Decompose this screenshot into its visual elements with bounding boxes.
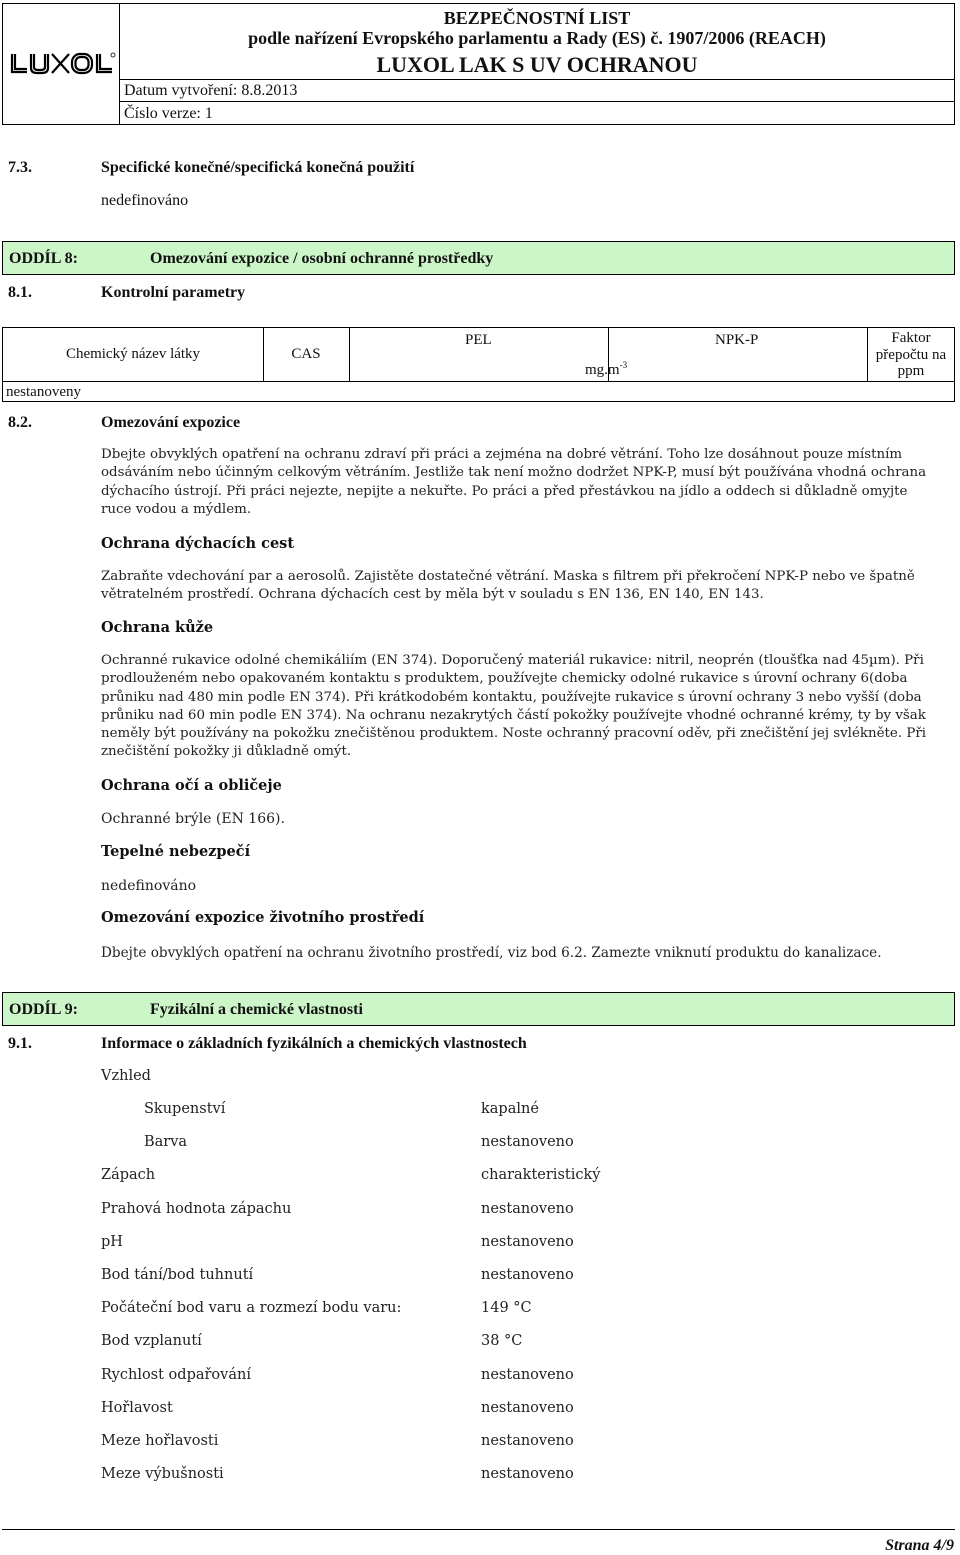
respiratory-protection-heading: Ochrana dýchacích cest xyxy=(101,535,295,552)
product-name: LUXOL LAK S UV OCHRANOU xyxy=(376,52,698,77)
thermal-hazard-text: nedefinováno xyxy=(101,878,197,894)
document-header xyxy=(2,3,955,125)
section-8-bar xyxy=(2,241,955,275)
section-9-1-title: Informace o základních fyzikálních a chemických vlastnostech xyxy=(101,1035,527,1052)
property-label: Zápach xyxy=(101,1167,156,1183)
environmental-exposure-heading: Omezování expozice životního prostředí xyxy=(101,909,425,926)
factor-line-1: Faktor xyxy=(891,330,931,346)
paragraph-line: dýchacího ústrojí. Při práci nejezte, nepijte a nekuřte. Po práci a před přestávkou na jídlo a oddech si důkladně omyjte xyxy=(101,483,908,499)
title-block xyxy=(120,4,954,79)
section-7-3-number: 7.3. xyxy=(8,159,32,176)
sheet-title: BEZPEČNOSTNÍ LIST xyxy=(443,8,631,28)
property-value: nestanoveno xyxy=(481,1433,574,1449)
creation-date: Datum vytvoření: 8.8.2013 xyxy=(120,79,954,101)
property-value: 149 °C xyxy=(481,1300,532,1316)
regulation-title: podle nařízení Evropského parlamentu a Rady (ES) č. 1907/2006 (REACH) xyxy=(248,28,826,48)
exposure-limits-table xyxy=(2,327,955,402)
paragraph-line: neměly být používány na pokožku znečištěnou produktem. Noste ochranný pracovní oděv, při znečištění jej svlékněte. Při xyxy=(101,726,927,742)
property-value: charakteristický xyxy=(481,1167,601,1183)
section-7-3-title: Specifické konečné/specifická konečná použití xyxy=(101,159,415,176)
property-value: nestanoveno xyxy=(481,1201,574,1217)
thermal-hazard-heading: Tepelné nebezpečí xyxy=(101,843,251,860)
unit-text: mg.m xyxy=(585,362,620,378)
property-value: nestanoveno xyxy=(481,1134,574,1150)
section-8-title: Omezování expozice / osobní ochranné prostředky xyxy=(150,250,494,267)
unit-exponent: -3 xyxy=(619,360,628,370)
property-label: Prahová hodnota zápachu xyxy=(101,1201,292,1217)
skin-protection-paragraph xyxy=(101,652,926,762)
property-label: Meze hořlavosti xyxy=(101,1433,219,1449)
section-8-2-title: Omezování expozice xyxy=(101,414,241,431)
section-9-title: Fyzikální a chemické vlastnosti xyxy=(150,1001,363,1018)
factor-line-2: přepočtu na xyxy=(875,346,947,363)
luxol-logo xyxy=(9,50,117,78)
table-header-chemical-name: Chemický název látky xyxy=(65,346,201,362)
table-header-cas: CAS xyxy=(291,346,321,362)
section-8-2-number: 8.2. xyxy=(8,414,32,431)
property-label: Bod vzplanutí xyxy=(101,1333,202,1349)
paragraph-line: Ochranné rukavice odolné chemikáliím (EN 374). Doporučený materiál rukavice: nitril, neoprén (tloušťka nad 45µm). Při xyxy=(101,653,924,668)
environmental-exposure-text: Dbejte obvyklých opatření na ochranu životního prostředí, viz bod 6.2. Zamezte vniknutí produktu do kanalizace. xyxy=(101,945,882,961)
property-value: 38 °C xyxy=(481,1333,523,1349)
section-9-1-number: 9.1. xyxy=(8,1035,32,1052)
table-unit xyxy=(585,360,627,379)
property-label: Bod tání/bod tuhnutí xyxy=(101,1267,254,1283)
paragraph-line: průniku nad 60 min podle EN 374). Na ochranu nezakrytých částí pokožky používejte vhodné ochranné krémy, ty by však xyxy=(101,707,926,723)
property-label: Skupenství xyxy=(144,1101,226,1117)
property-value: nestanoveno xyxy=(481,1234,574,1250)
logo-cell xyxy=(3,4,120,124)
skin-protection-heading: Ochrana kůže xyxy=(101,619,214,636)
section-8-number: ODDÍL 8: xyxy=(9,250,78,267)
section-9-number: ODDÍL 9: xyxy=(9,1001,78,1018)
property-value: kapalné xyxy=(481,1101,539,1117)
property-value: nestanoveno xyxy=(481,1400,574,1416)
eye-protection-heading: Ochrana očí a obličeje xyxy=(101,777,282,794)
property-value: nestanoveno xyxy=(481,1466,574,1482)
eye-protection-text: Ochranné brýle (EN 166). xyxy=(101,811,285,827)
paragraph-line: průniku nad 480 min podle EN 374). Při krátkodobém kontaktu, používejte rukavice s úrovní ochrany 3 nebo vyšší (doba xyxy=(101,689,922,705)
exposure-intro-paragraph xyxy=(101,446,926,519)
section-7-3-text: nedefinováno xyxy=(101,192,189,209)
paragraph-line: odsáváním nebo účinným celkovým větráním. Jestliže tak není možno dodržet NPK-P, musí být používána vhodná ochrana xyxy=(101,465,927,481)
table-header-pel: PEL xyxy=(465,332,492,348)
section-8-1-title: Kontrolní parametry xyxy=(101,284,246,301)
respiratory-protection-paragraph xyxy=(101,568,915,605)
section-8-1-number: 8.1. xyxy=(8,284,32,301)
property-label: Meze výbušnosti xyxy=(101,1466,224,1482)
paragraph-line: prodlouženém nebo opakovaném kontaktu s produktem, používejte chemicky odolné rukavice s úrovní ochrany 6(doba xyxy=(101,671,908,687)
section-9-bar xyxy=(2,992,955,1026)
paragraph-line: větratelném prostředí. Ochrana dýchacích cest by měla být v souladu s EN 136, EN 140, EN 143. xyxy=(101,587,764,603)
property-label: Hořlavost xyxy=(101,1400,173,1416)
paragraph-line: Dbejte obvyklých opatření na ochranu zdraví při práci a zejména na dobré větrání. Toho lze dosáhnout pouze místním xyxy=(101,447,903,462)
property-value: nestanoveno xyxy=(481,1367,574,1383)
factor-line-3: ppm xyxy=(897,363,925,379)
property-label: Rychlost odpařování xyxy=(101,1367,251,1383)
paragraph-line: ruce vodou a mýdlem. xyxy=(101,501,252,517)
property-label: Barva xyxy=(144,1134,188,1150)
version-number: Číslo verze: 1 xyxy=(120,101,954,124)
property-value: nestanoveno xyxy=(481,1267,574,1283)
paragraph-line: Zabraňte vdechování par a aerosolů. Zajistěte dostatečné větrání. Maska s filtrem při překročení NPK-P nebo ve špatně xyxy=(101,569,915,584)
property-label: pH xyxy=(101,1234,123,1250)
property-label: Počáteční bod varu a rozmezí bodu varu: xyxy=(101,1300,402,1316)
table-header-npk-p: NPK-P xyxy=(715,332,759,348)
footer-divider xyxy=(2,1529,955,1530)
table-header-factor xyxy=(867,330,955,380)
paragraph-line: znečištění pokožky ji důkladně omýt. xyxy=(101,744,352,760)
table-row-value: nestanoveny xyxy=(6,384,81,400)
appearance-label: Vzhled xyxy=(101,1068,151,1084)
page-number: Strana 4/9 xyxy=(885,1537,954,1554)
